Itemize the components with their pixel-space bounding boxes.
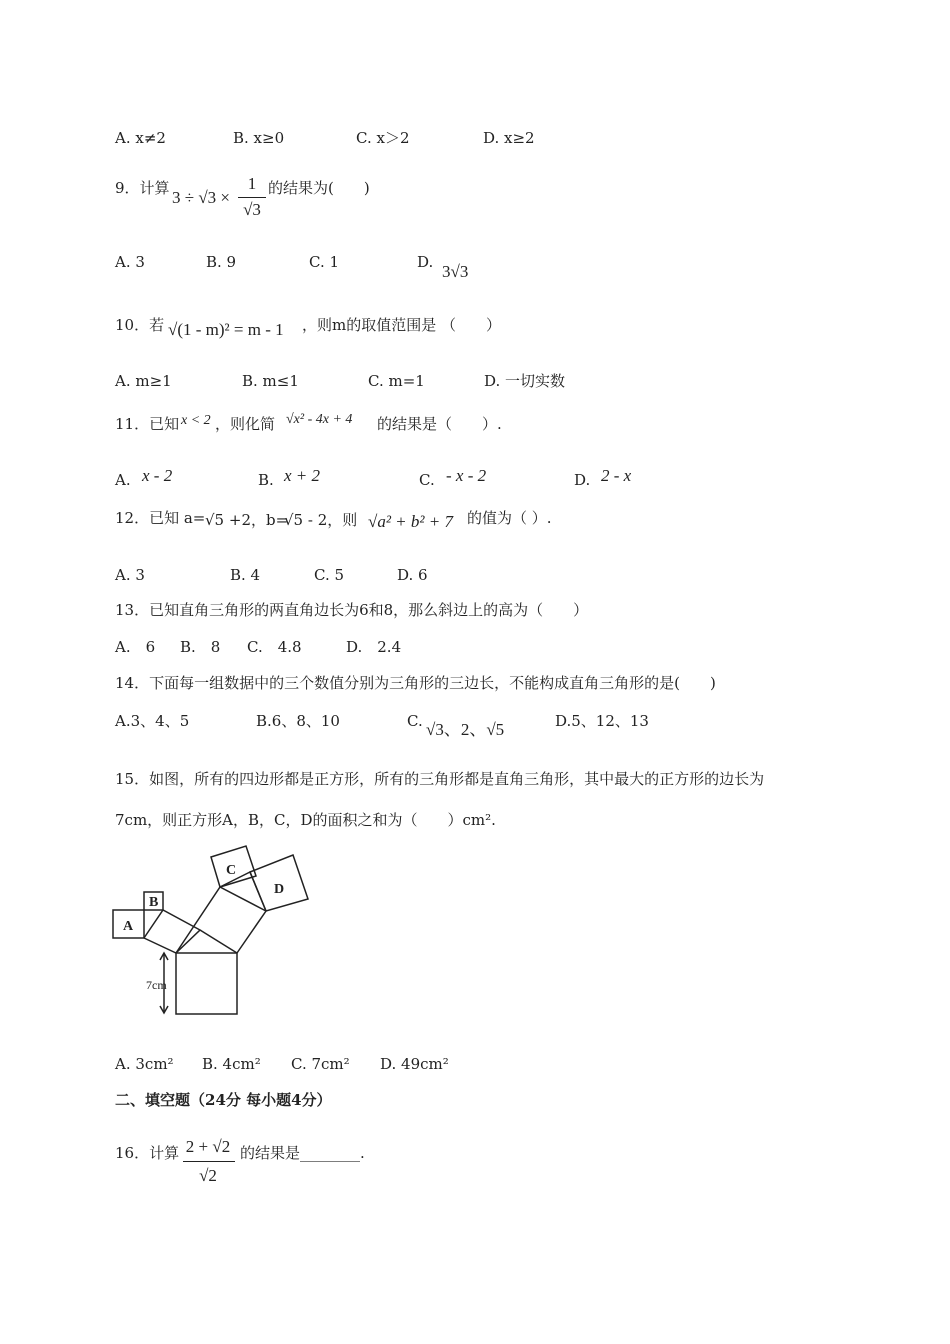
- q15-option-b: B. 4cm²: [202, 1055, 261, 1073]
- q10-option-c: C. m=1: [368, 372, 425, 390]
- q12-suffix: 的值为（ ）.: [467, 509, 552, 527]
- left-triangle-lines: [144, 910, 200, 953]
- q8-option-c: C. x＞2: [356, 129, 410, 147]
- q11-condition: x < 2: [181, 413, 211, 428]
- q9-option-d: D.: [417, 253, 434, 271]
- q11-expression: √x² - 4x + 4: [286, 412, 353, 427]
- q8-option-d: D. x≥2: [483, 129, 535, 147]
- q8-option-b: B. x≥0: [233, 129, 285, 147]
- q15-option-d: D. 49cm²: [380, 1055, 449, 1073]
- q12-option-a: A. 3: [115, 566, 145, 584]
- q11-option-a-math: x - 2: [142, 466, 173, 485]
- q12-prefix: 12．已知 a=: [115, 509, 206, 527]
- q16-fraction-bar: [183, 1161, 235, 1162]
- q13-text: 13．已知直角三角形的两直角边长为6和8，那么斜边上的高为（ ）: [115, 601, 589, 619]
- q12-a-value: √5 +2，b=: [205, 511, 289, 529]
- q15-option-a: A. 3cm²: [115, 1055, 174, 1073]
- q14-text: 14．下面每一组数据中的三个数值分别为三角形的三边长，不能构成直角三角形的是( ): [115, 674, 716, 692]
- q11-option-d-math: 2 - x: [601, 466, 632, 485]
- q11-option-c-math: - x - 2: [446, 466, 487, 485]
- q16-numerator: 2 + √2: [185, 1137, 231, 1156]
- label-7cm: 7cm: [146, 978, 167, 992]
- q9-expression: 3 ÷ √3 ×: [172, 188, 230, 207]
- q9-option-c: C. 1: [309, 253, 340, 271]
- q11-option-b: B.: [258, 471, 274, 489]
- q10-option-b: B. m≤1: [242, 372, 299, 390]
- q12-b-value: √5 - 2，则: [284, 511, 358, 529]
- q9-suffix: 的结果为( ): [268, 179, 370, 197]
- q10-suffix: ，则m的取值范围是 （ ）: [302, 316, 501, 334]
- q14-option-c: C.: [407, 712, 423, 730]
- label-b: B: [149, 895, 159, 910]
- q9-fraction-numerator: 1: [247, 174, 257, 193]
- q11-option-d: D.: [574, 471, 591, 489]
- q15-option-c: C. 7cm²: [291, 1055, 350, 1073]
- q9-option-d-math: 3√3: [442, 262, 469, 281]
- q9-prefix: 9．计算: [115, 179, 170, 197]
- q14-option-d: D.5、12、13: [555, 712, 649, 730]
- q12-expression: √a² + b² + 7: [368, 512, 453, 531]
- q13-option-c: C. 4.8: [247, 638, 302, 656]
- q13-option-b: B. 8: [180, 638, 221, 656]
- q11-option-b-math: x + 2: [284, 466, 321, 485]
- section-2-title: 二、填空题（24分 每小题4分）: [115, 1091, 332, 1109]
- q10-option-a: A. m≥1: [115, 372, 172, 390]
- label-a: A: [123, 919, 134, 934]
- q8-option-a: A. x≠2: [115, 129, 166, 147]
- q11-suffix: 的结果是（ ）.: [377, 415, 502, 433]
- q9-fraction-denominator: √3: [243, 200, 261, 219]
- q9-option-b: B. 9: [206, 253, 237, 271]
- q10-expression: √(1 - m)² = m - 1: [168, 320, 284, 339]
- q15-line-2: 7cm，则正方形A，B，C，D的面积之和为（ ）cm².: [115, 811, 496, 829]
- q12-option-b: B. 4: [230, 566, 261, 584]
- q16-denominator: √2: [199, 1166, 217, 1185]
- q11-option-a: A.: [115, 471, 131, 489]
- q13-option-d: D. 2.4: [346, 638, 402, 656]
- q13-option-a: A. 6: [115, 638, 156, 656]
- q11-prefix: 11．已知: [115, 415, 180, 433]
- q14-option-a: A.3、4、5: [115, 712, 190, 730]
- q12-option-d: D. 6: [397, 566, 428, 584]
- q9-fraction-bar: [238, 197, 266, 198]
- q16-suffix: 的结果是________.: [240, 1144, 365, 1162]
- q15-line-1: 15．如图，所有的四边形都是正方形，所有的三角形都是直角三角形，其中最大的正方形的边长为: [115, 770, 765, 788]
- q11-option-c: C.: [419, 471, 435, 489]
- q14-option-c-math: √3、2、√5: [426, 720, 505, 739]
- label-d: D: [274, 882, 285, 897]
- large-square: [176, 953, 237, 1014]
- q12-option-c: C. 5: [314, 566, 345, 584]
- q11-mid: ，则化简: [215, 415, 276, 433]
- q10-prefix: 10．若: [115, 316, 165, 334]
- q9-option-a: A. 3: [115, 253, 145, 271]
- q14-option-b: B.6、8、10: [256, 712, 340, 730]
- q16-prefix: 16．计算: [115, 1144, 180, 1162]
- q10-option-d: D. 一切实数: [484, 372, 566, 390]
- pythagoras-square-figure: [108, 845, 328, 1025]
- label-c: C: [226, 863, 237, 878]
